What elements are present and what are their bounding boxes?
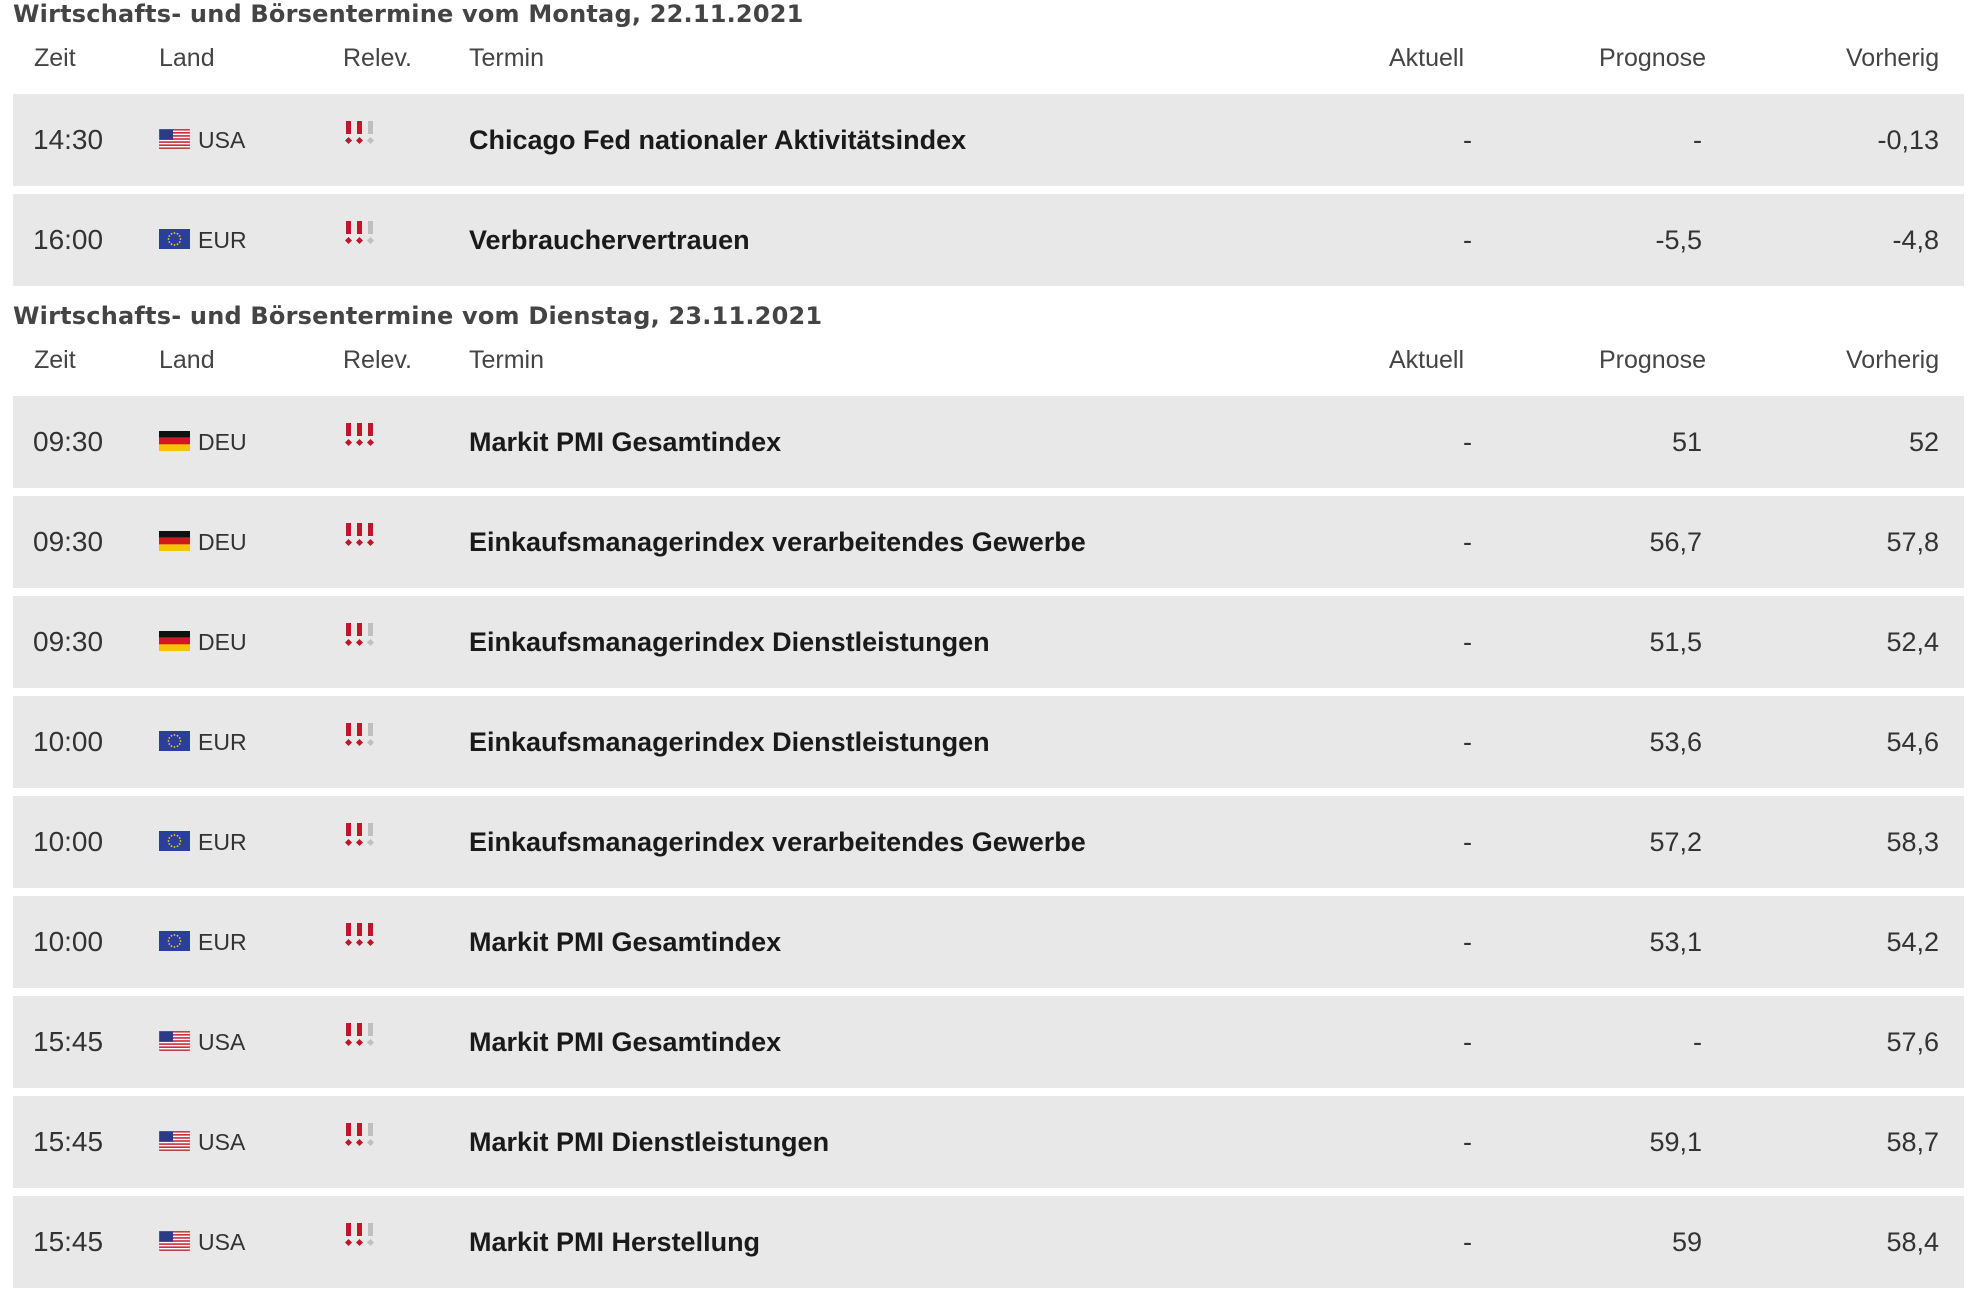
- relevance-icon: [343, 896, 377, 988]
- time-cell: 10:00: [33, 726, 104, 757]
- country-code: USA: [198, 1229, 246, 1255]
- header-vorherig: Vorherig: [1846, 44, 1940, 72]
- event-name[interactable]: Markit PMI Gesamtindex: [469, 427, 782, 457]
- de-flag-icon: [159, 531, 190, 551]
- previous-value: 52: [1908, 427, 1939, 457]
- header-aktuell: Aktuell: [1389, 44, 1465, 72]
- eu-flag-icon: [159, 831, 190, 851]
- forecast-value: 56,7: [1649, 527, 1702, 557]
- actual-value: -: [1463, 1027, 1472, 1057]
- header-aktuell: Aktuell: [1389, 346, 1465, 374]
- forecast-value: 59,1: [1649, 1127, 1702, 1157]
- previous-value: 54,6: [1886, 727, 1939, 757]
- time-cell: 09:30: [33, 626, 104, 657]
- previous-value: 58,7: [1886, 1127, 1939, 1157]
- eu-flag-icon: [159, 229, 190, 249]
- country-cell: [159, 194, 247, 286]
- country-cell: [159, 696, 247, 788]
- forecast-value: -5,5: [1655, 225, 1702, 255]
- table-row[interactable]: [13, 796, 1964, 888]
- country-cell: [159, 1096, 245, 1188]
- us-flag-icon: [159, 129, 190, 149]
- forecast-value: -: [1693, 1027, 1702, 1057]
- actual-value: -: [1463, 125, 1472, 155]
- country-code: EUR: [198, 929, 247, 955]
- actual-value: -: [1463, 1127, 1472, 1157]
- previous-value: 57,8: [1886, 527, 1939, 557]
- country-code: USA: [198, 127, 246, 153]
- event-name[interactable]: Markit PMI Dienstleistungen: [469, 1127, 830, 1157]
- country-cell: [159, 896, 247, 988]
- event-name[interactable]: Chicago Fed nationaler Aktivitätsindex: [469, 125, 967, 155]
- event-name[interactable]: Einkaufsmanagerindex Dienstleistungen: [469, 727, 990, 757]
- time-cell: 09:30: [33, 526, 104, 557]
- time-cell: 10:00: [33, 826, 104, 857]
- relevance-icon: [343, 1196, 377, 1288]
- table-row[interactable]: [13, 94, 1964, 186]
- forecast-value: 51,5: [1649, 627, 1702, 657]
- de-flag-icon: [159, 431, 190, 451]
- time-cell: 15:45: [33, 1026, 104, 1057]
- event-name[interactable]: Einkaufsmanagerindex verarbeitendes Gewerbe: [469, 527, 1086, 557]
- actual-value: -: [1463, 427, 1472, 457]
- us-flag-icon: [159, 1231, 190, 1251]
- us-flag-icon: [159, 1031, 190, 1051]
- section-title: Wirtschafts- und Börsentermine vom Dienstag, 23.11.2021: [13, 302, 823, 330]
- header-vorherig: Vorherig: [1846, 346, 1940, 374]
- header-relev: Relev.: [343, 346, 413, 374]
- country-cell: [159, 996, 245, 1088]
- header-prognose: Prognose: [1599, 44, 1707, 72]
- table-row[interactable]: [13, 596, 1964, 688]
- relevance-icon: [343, 796, 377, 888]
- relevance-icon: [343, 194, 377, 286]
- country-code: DEU: [198, 629, 247, 655]
- header-land: Land: [159, 44, 215, 72]
- de-flag-icon: [159, 631, 190, 651]
- relevance-icon: [343, 996, 377, 1088]
- actual-value: -: [1463, 1227, 1472, 1257]
- time-cell: 09:30: [33, 426, 104, 457]
- header-prognose: Prognose: [1599, 346, 1707, 374]
- event-name[interactable]: Markit PMI Herstellung: [469, 1227, 761, 1257]
- relevance-icon: [343, 596, 377, 688]
- country-cell: [159, 596, 247, 688]
- relevance-icon: [343, 696, 377, 788]
- country-cell: [159, 94, 245, 186]
- country-cell: [159, 796, 247, 888]
- header-relev: Relev.: [343, 44, 413, 72]
- country-cell: [159, 396, 247, 488]
- header-termin: Termin: [469, 44, 545, 72]
- relevance-icon: [343, 94, 377, 186]
- relevance-icon: [343, 496, 377, 588]
- event-name[interactable]: Markit PMI Gesamtindex: [469, 927, 782, 957]
- event-name[interactable]: Verbrauchervertrauen: [469, 225, 750, 255]
- previous-value: 58,3: [1886, 827, 1939, 857]
- event-name[interactable]: Einkaufsmanagerindex verarbeitendes Gewerbe: [469, 827, 1086, 857]
- previous-value: -0,13: [1877, 125, 1939, 155]
- previous-value: 57,6: [1886, 1027, 1939, 1057]
- time-cell: 14:30: [33, 124, 104, 155]
- table-row[interactable]: [13, 896, 1964, 988]
- actual-value: -: [1463, 627, 1472, 657]
- time-cell: 16:00: [33, 224, 104, 255]
- time-cell: 15:45: [33, 1226, 104, 1257]
- us-flag-icon: [159, 1131, 190, 1151]
- event-name[interactable]: Einkaufsmanagerindex Dienstleistungen: [469, 627, 990, 657]
- actual-value: -: [1463, 225, 1472, 255]
- country-code: DEU: [198, 429, 247, 455]
- event-name[interactable]: Markit PMI Gesamtindex: [469, 1027, 782, 1057]
- previous-value: 54,2: [1886, 927, 1939, 957]
- country-cell: [159, 496, 247, 588]
- eu-flag-icon: [159, 731, 190, 751]
- section-title: Wirtschafts- und Börsentermine vom Montag, 22.11.2021: [13, 0, 804, 28]
- country-code: USA: [198, 1029, 246, 1055]
- country-code: EUR: [198, 829, 247, 855]
- previous-value: -4,8: [1892, 225, 1939, 255]
- previous-value: 52,4: [1886, 627, 1939, 657]
- actual-value: -: [1463, 827, 1472, 857]
- table-row[interactable]: [13, 194, 1964, 286]
- forecast-value: -: [1693, 125, 1702, 155]
- country-code: USA: [198, 1129, 246, 1155]
- relevance-icon: [343, 1096, 377, 1188]
- actual-value: -: [1463, 927, 1472, 957]
- table-row[interactable]: [13, 1096, 1964, 1188]
- table-header: [0, 346, 1974, 390]
- country-code: DEU: [198, 529, 247, 555]
- actual-value: -: [1463, 527, 1472, 557]
- country-code: EUR: [198, 227, 247, 253]
- forecast-value: 57,2: [1649, 827, 1702, 857]
- eu-flag-icon: [159, 931, 190, 951]
- header-termin: Termin: [469, 346, 545, 374]
- table-row[interactable]: [13, 696, 1964, 788]
- previous-value: 58,4: [1886, 1227, 1939, 1257]
- table-row[interactable]: [13, 496, 1964, 588]
- header-zeit: Zeit: [34, 44, 76, 72]
- forecast-value: 59: [1671, 1227, 1702, 1257]
- time-cell: 10:00: [33, 926, 104, 957]
- header-zeit: Zeit: [34, 346, 76, 374]
- forecast-value: 53,6: [1649, 727, 1702, 757]
- table-row[interactable]: [13, 1196, 1964, 1288]
- table-header: [0, 44, 1974, 88]
- table-row[interactable]: [13, 396, 1964, 488]
- table-row[interactable]: [13, 996, 1964, 1088]
- time-cell: 15:45: [33, 1126, 104, 1157]
- country-cell: [159, 1196, 245, 1288]
- actual-value: -: [1463, 727, 1472, 757]
- forecast-value: 53,1: [1649, 927, 1702, 957]
- header-land: Land: [159, 346, 215, 374]
- relevance-icon: [343, 396, 377, 488]
- forecast-value: 51: [1671, 427, 1702, 457]
- country-code: EUR: [198, 729, 247, 755]
